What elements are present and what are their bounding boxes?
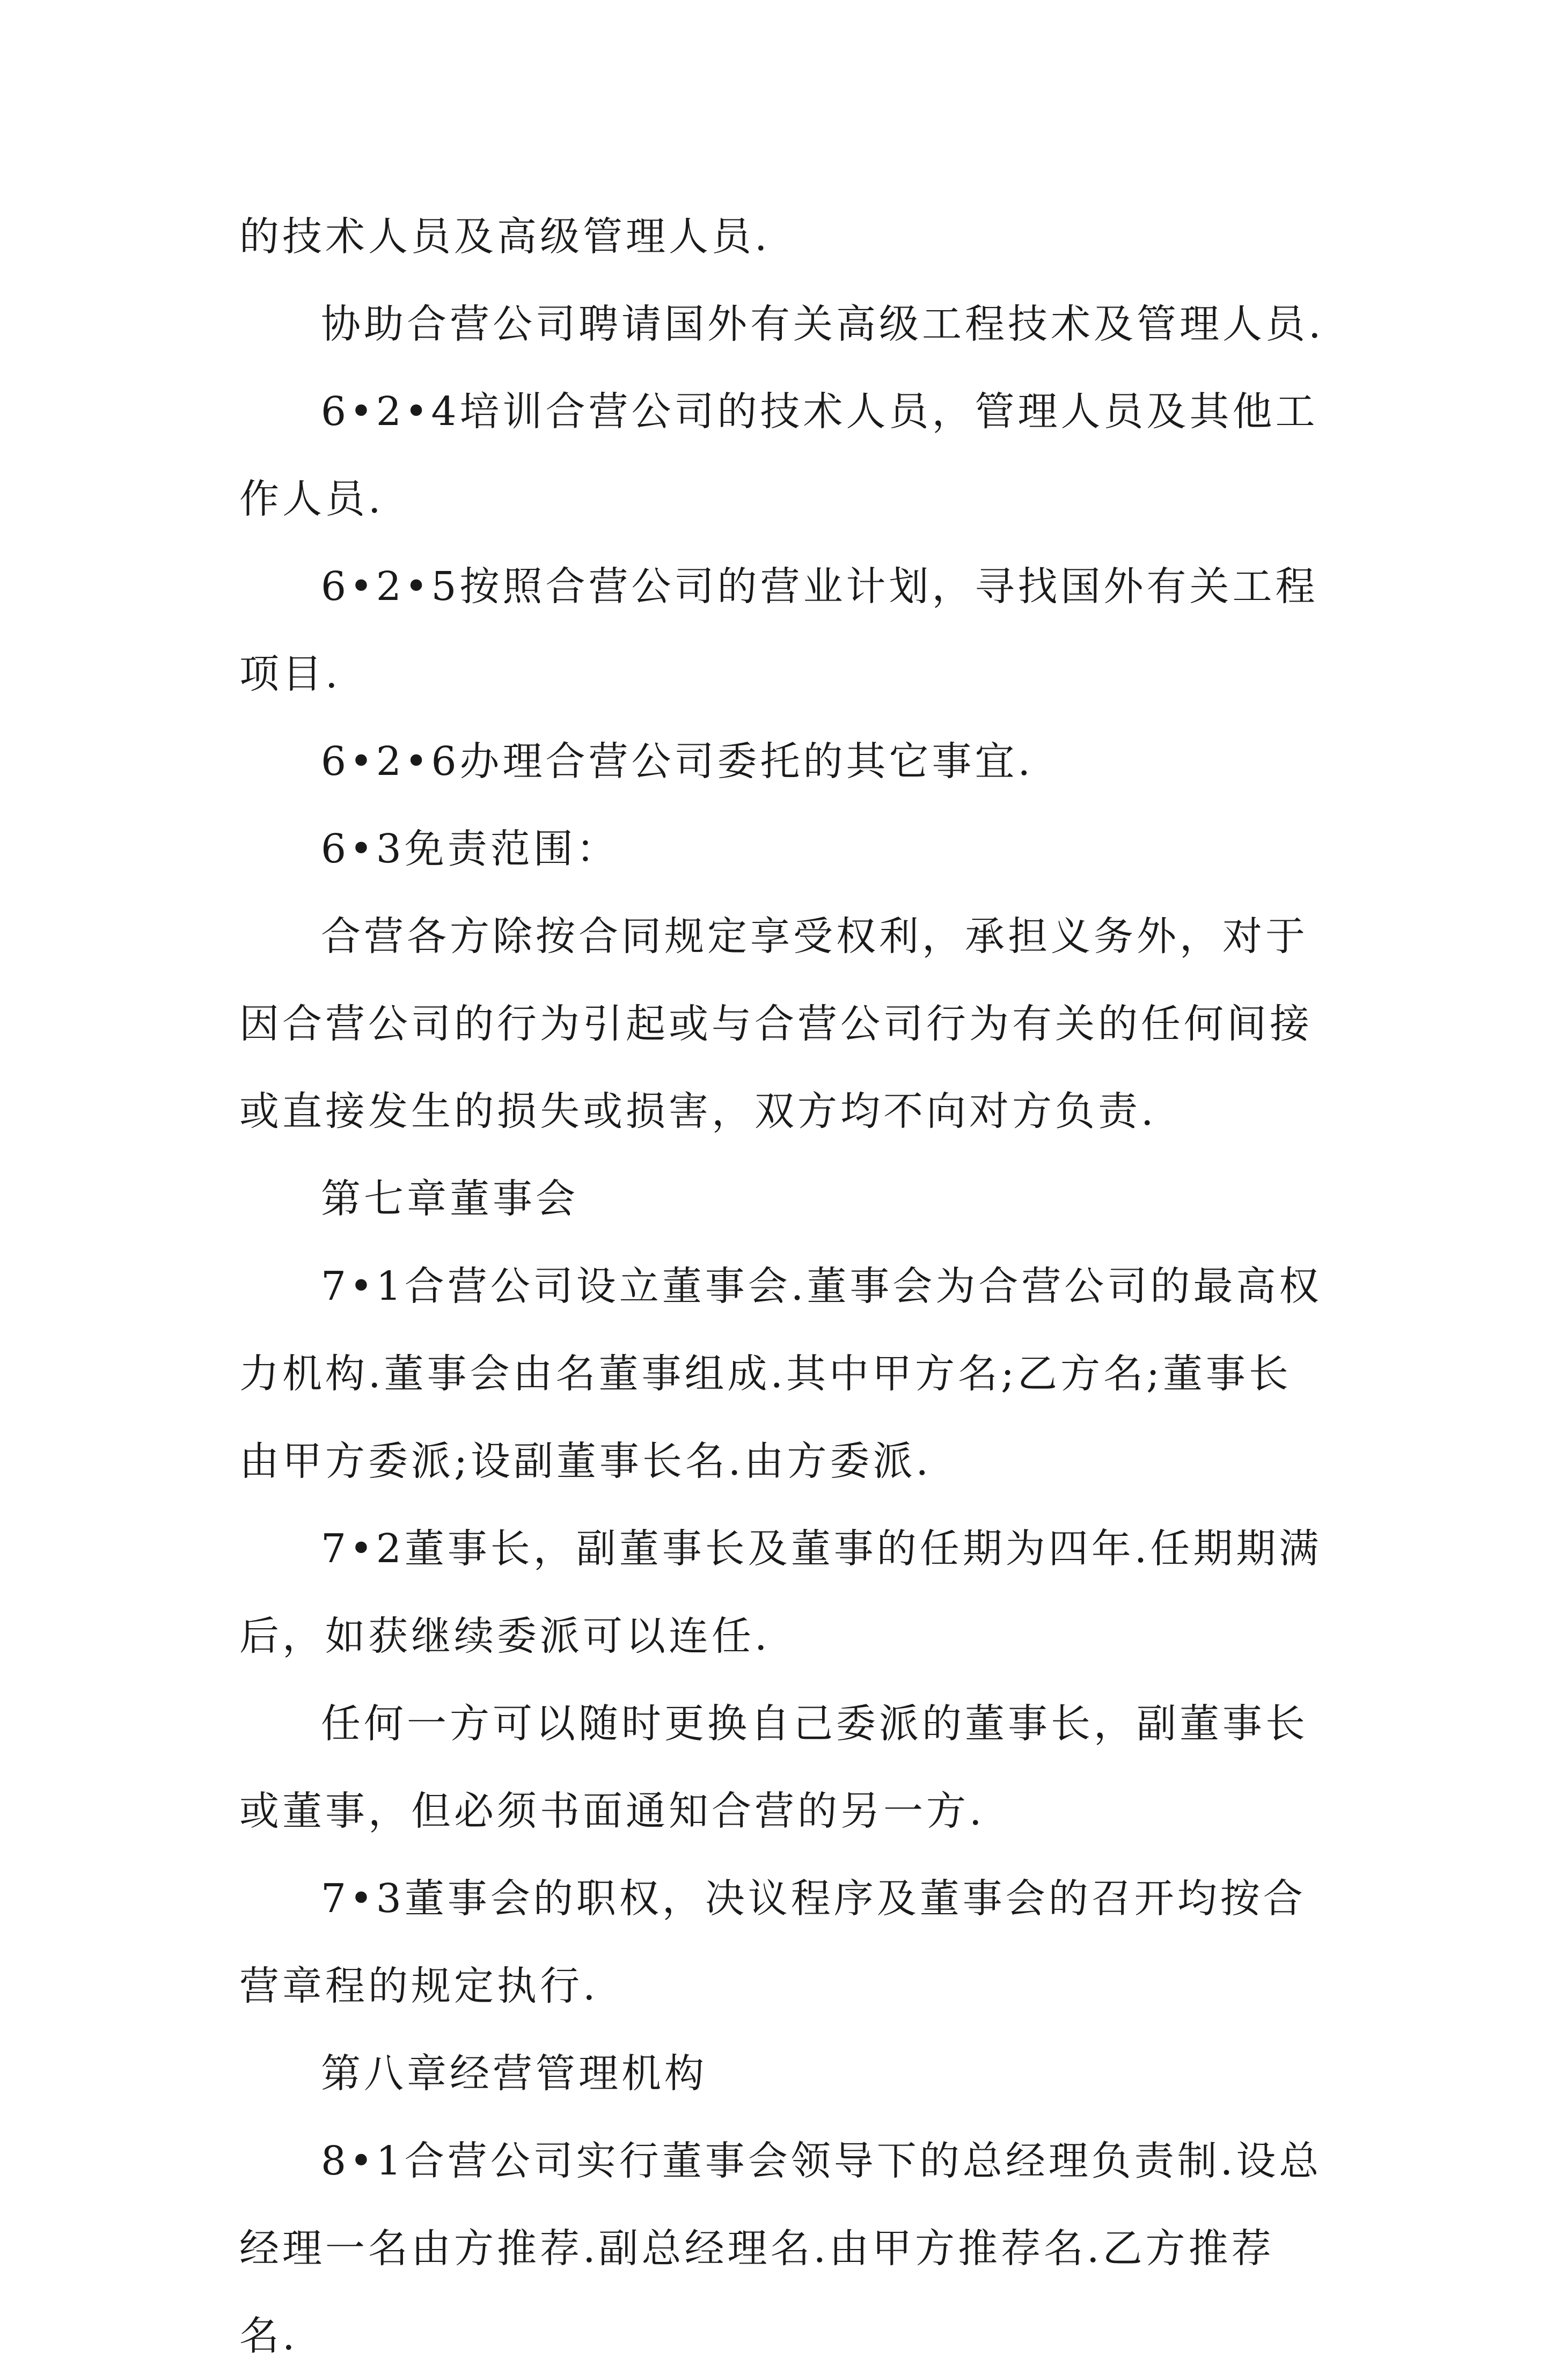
paragraph-assist-hiring: 协助合营公司聘请国外有关高级工程技术及管理人员. — [321, 301, 1324, 347]
paragraph-replace-directors: 任何一方可以随时更换自己委派的董事长，副董事长或董事，但必须书面通知合营的另一方. — [239, 1701, 1308, 1834]
clause-6-3: 6•3免责范围： — [321, 826, 619, 872]
clause-7-1: 7•1合营公司设立董事会.董事会为合营公司的最高权力机构.董事会由名董事组成.其中甲方名;乙方名;董事长由甲方委派;设副董事长名.由方委派. — [239, 1263, 1322, 1484]
document-body — [239, 193, 1329, 2380]
clause-7-2: 7•2董事长，副董事长及董事的任期为四年.任期期满后，如获继续委派可以连任. — [239, 1526, 1322, 1659]
chapter-8-heading: 第八章经营管理机构 — [321, 2051, 707, 2097]
clause-6-2-6: 6•2•6办理合营公司委托的其它事宜. — [321, 738, 1034, 785]
clause-6-2-5: 6•2•5按照合营公司的营业计划，寻找国外有关工程项目. — [239, 563, 1318, 697]
paragraph-continuation: 的技术人员及高级管理人员. — [239, 214, 771, 260]
chapter-7-heading: 第七章董事会 — [321, 1176, 578, 1222]
clause-6-2-4: 6•2•4培训合营公司的技术人员，管理人员及其他工作人员. — [239, 389, 1318, 522]
clause-7-3: 7•3董事会的职权，决议程序及董事会的召开均按合营章程的规定执行. — [239, 1876, 1306, 2009]
paragraph-liability-exemption: 合营各方除按合同规定享受权利，承担义务外，对于因合营公司的行为引起或与合营公司行为有关的任何间接或直接发生的损失或损害，双方均不向对方负责. — [239, 913, 1313, 1134]
clause-8-1: 8•1合营公司实行董事会领导下的总经理负责制.设总经理一名由方推荐.副总经理名.由甲方推荐名.乙方推荐名. — [239, 2138, 1322, 2359]
